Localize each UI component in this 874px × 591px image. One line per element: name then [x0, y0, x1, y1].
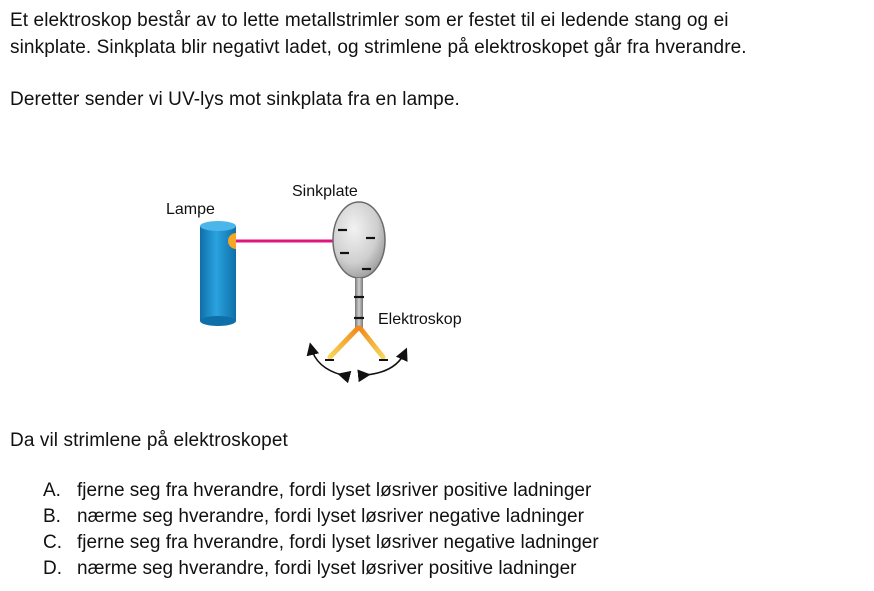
lamp-label: Lampe [166, 201, 215, 218]
answer-options [43, 478, 599, 582]
option-letter: A. [43, 480, 61, 501]
plate-label: Sinkplate [292, 183, 358, 200]
zinc-plate [333, 202, 385, 278]
option-text: fjerne seg fra hverandre, fordi lyset løsriver positive ladninger [77, 480, 592, 501]
option-c[interactable] [43, 530, 599, 556]
intro-line-2: sinkplate. Sinkplata blir negativt ladet, og strimlene på elektroskopet går fra hverandre. [10, 37, 747, 58]
right-curved-arrow [366, 352, 405, 375]
intro-line-1: Et elektroskop består av to lette metallstrimler som er festet til ei ledende stang og ei [10, 10, 729, 31]
option-text: nærme seg hverandre, fordi lyset løsriver negative ladninger [77, 506, 584, 527]
electroscope-label: Elektroskop [378, 311, 462, 328]
option-letter: D. [43, 558, 62, 579]
right-strip [360, 328, 383, 357]
option-letter: B. [43, 506, 61, 527]
option-letter: C. [43, 532, 62, 553]
question-text: Da vil strimlene på elektroskopet [10, 430, 288, 451]
electroscope-rod [355, 278, 363, 328]
option-a[interactable] [43, 478, 599, 504]
option-text: nærme seg hverandre, fordi lyset løsriver positive ladninger [77, 558, 577, 579]
left-strip [330, 328, 358, 357]
uv-sentence: Deretter sender vi UV-lys mot sinkplata fra en lampe. [10, 89, 460, 110]
option-b[interactable] [43, 504, 599, 530]
option-d[interactable] [43, 556, 599, 582]
option-text: fjerne seg fra hverandre, fordi lyset løsriver negative ladninger [77, 532, 599, 553]
